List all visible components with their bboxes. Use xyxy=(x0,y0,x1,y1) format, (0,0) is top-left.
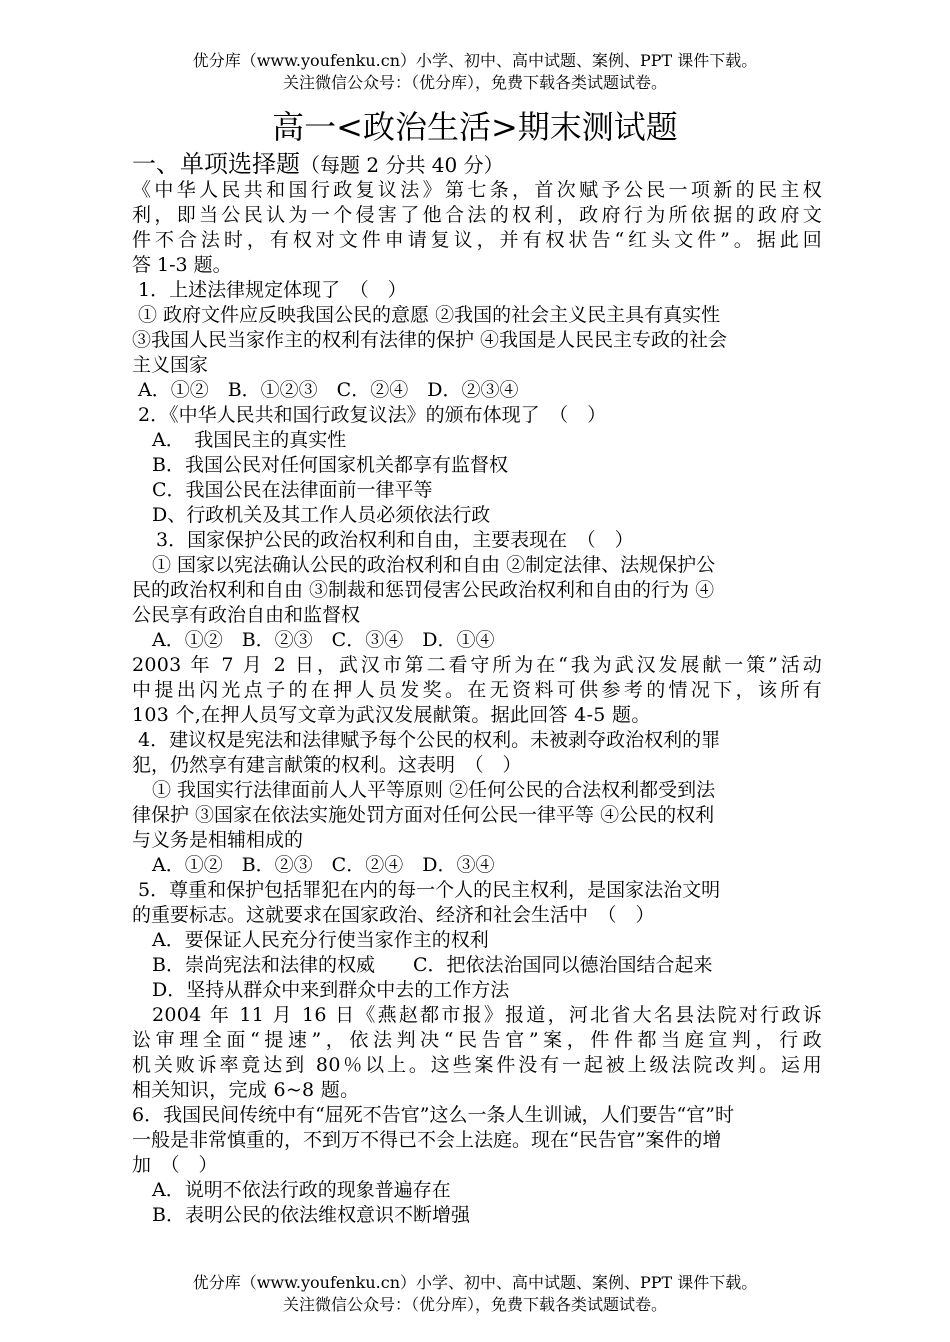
question-body xyxy=(132,178,822,1228)
question-5-option-d: D．坚持从群众中来到群众中去的工作方法 xyxy=(152,979,510,1001)
section-title: 一、单项选择题 xyxy=(132,150,300,178)
question-6-option-a: A．说明不依法行政的现象普遍存在 xyxy=(152,1179,451,1201)
question-1-statement: 主义国家 xyxy=(132,354,209,376)
passage-line: 件不合法时，有权对文件申请复议，并有权状告“红头文件”。据此回 xyxy=(132,229,822,251)
question-2-option-d: D、行政机关及其工作人员必须依法行政 xyxy=(152,504,491,526)
question-4-stem: 犯，仍然享有建言献策的权利。这表明 （ ） xyxy=(132,754,522,776)
passage-line: 讼审理全面“提速”，依法判决“民告官”案，件件都当庭宣判，行政 xyxy=(132,1029,822,1051)
footer-line-2: 关注微信公众号：（优分库），免费下载各类试题试卷。 xyxy=(282,1295,667,1314)
page-footer xyxy=(0,1272,950,1316)
question-2-option-a: A． 我国民主的真实性 xyxy=(152,429,347,451)
footer-line-1: 优分库（www.youfenku.cn）小学、初中、高中试题、案例、PPT 课件下载。 xyxy=(192,1273,758,1292)
question-4: 4．建议权是宪法和法律赋予每个公民的权利。未被剥夺政治权利的罪 xyxy=(138,729,721,751)
passage-line: 机关败诉率竟达到 80％以上。这些案件没有一起被上级法院改判。运用 xyxy=(132,1054,822,1076)
section-note: （每题 2 分共 40 分） xyxy=(300,153,504,177)
section-heading xyxy=(132,150,504,179)
question-5-option-bc: B．崇尚宪法和法律的权威 C．把依法治国同以德治国结合起来 xyxy=(152,954,713,976)
question-5-option-a: A．要保证人民充分行使当家作主的权利 xyxy=(152,929,489,951)
passage-line: 2004 年 11 月 16 日《燕赵都市报》报道，河北省大名县法院对行政诉 xyxy=(152,1004,822,1026)
question-3-options: A．①② B．②③ C．③④ D．①④ xyxy=(152,629,495,651)
passage-line: 103 个,在押人员写文章为武汉发展献策。据此回答 4-5 题。 xyxy=(132,704,651,726)
passage-line: 相关知识，完成 6~8 题。 xyxy=(132,1079,360,1101)
document-title: 高一<政治生活>期末测试题 xyxy=(272,108,678,146)
question-1-statement: ③我国人民当家作主的权利有法律的保护 ④我国是人民民主专政的社会 xyxy=(132,329,728,351)
page-header xyxy=(0,50,950,94)
question-6: 6．我国民间传统中有“屈死不告官”这么一条人生训诫，人们要告“官”时 xyxy=(132,1104,734,1126)
question-4-statement: ① 我国实行法律面前人人平等原则 ②任何公民的合法权利都受到法 xyxy=(152,779,716,801)
question-6-stem: 一般是非常慎重的，不到万不得已不会上法庭。现在“民告官”案件的增 xyxy=(132,1129,722,1151)
question-3-statement: 民的政治权利和自由 ③制裁和惩罚侵害公民政治权利和自由的行为 ④ xyxy=(132,579,715,601)
passage-line: 利，即当公民认为一个侵害了他合法的权利，政府行为所依据的政府文 xyxy=(132,204,822,226)
passage-line: 答 1-3 题。 xyxy=(132,254,232,276)
question-5-stem: 的重要标志。这就要求在国家政治、经济和社会生活中 （ ） xyxy=(132,904,655,926)
passage-line: 中提出闪光点子的在押人员发奖。在无资料可供参考的情况下，该所有 xyxy=(132,679,822,701)
question-4-options: A．①② B．②③ C．②④ D．③④ xyxy=(152,854,495,876)
question-1: 1．上述法律规定体现了 （ ） xyxy=(138,279,407,301)
passage-line: 2003 年 7 月 2 日，武汉市第二看守所为在“我为武汉发展献一策”活动 xyxy=(132,654,822,676)
passage-line: 《中华人民共和国行政复议法》第七条，首次赋予公民一项新的民主权 xyxy=(132,179,822,201)
question-3: 3．国家保护公民的政治权利和自由，主要表现在 （ ） xyxy=(156,529,634,551)
header-line-1: 优分库（www.youfenku.cn）小学、初中、高中试题、案例、PPT 课件下载。 xyxy=(192,51,758,70)
question-1-statement: ① 政府文件应反映我国公民的意愿 ②我国的社会主义民主具有真实性 xyxy=(138,304,721,326)
question-4-statement: 与义务是相辅相成的 xyxy=(132,829,304,851)
question-4-statement: 律保护 ③国家在依法实施处罚方面对任何公民一律平等 ④公民的权利 xyxy=(132,804,715,826)
question-2-option-b: B．我国公民对任何国家机关都享有监督权 xyxy=(152,454,508,476)
question-2: 2．《中华人民共和国行政复议法》的颁布体现了 （ ） xyxy=(138,404,607,426)
question-3-statement: ① 国家以宪法确认公民的政治权利和自由 ②制定法律、法规保护公 xyxy=(152,554,716,576)
question-3-statement: 公民享有政治自由和监督权 xyxy=(132,604,361,626)
question-6-stem: 加 （ ） xyxy=(132,1154,218,1176)
question-1-options: A．①② B．①②③ C．②④ D．②③④ xyxy=(138,379,519,401)
question-5: 5．尊重和保护包括罪犯在内的每一个人的民主权利，是国家法治文明 xyxy=(138,879,721,901)
question-2-option-c: C．我国公民在法律面前一律平等 xyxy=(152,479,433,501)
header-line-2: 关注微信公众号：（优分库），免费下载各类试题试卷。 xyxy=(282,73,667,92)
question-6-option-b: B．表明公民的依法维权意识不断增强 xyxy=(152,1204,470,1226)
